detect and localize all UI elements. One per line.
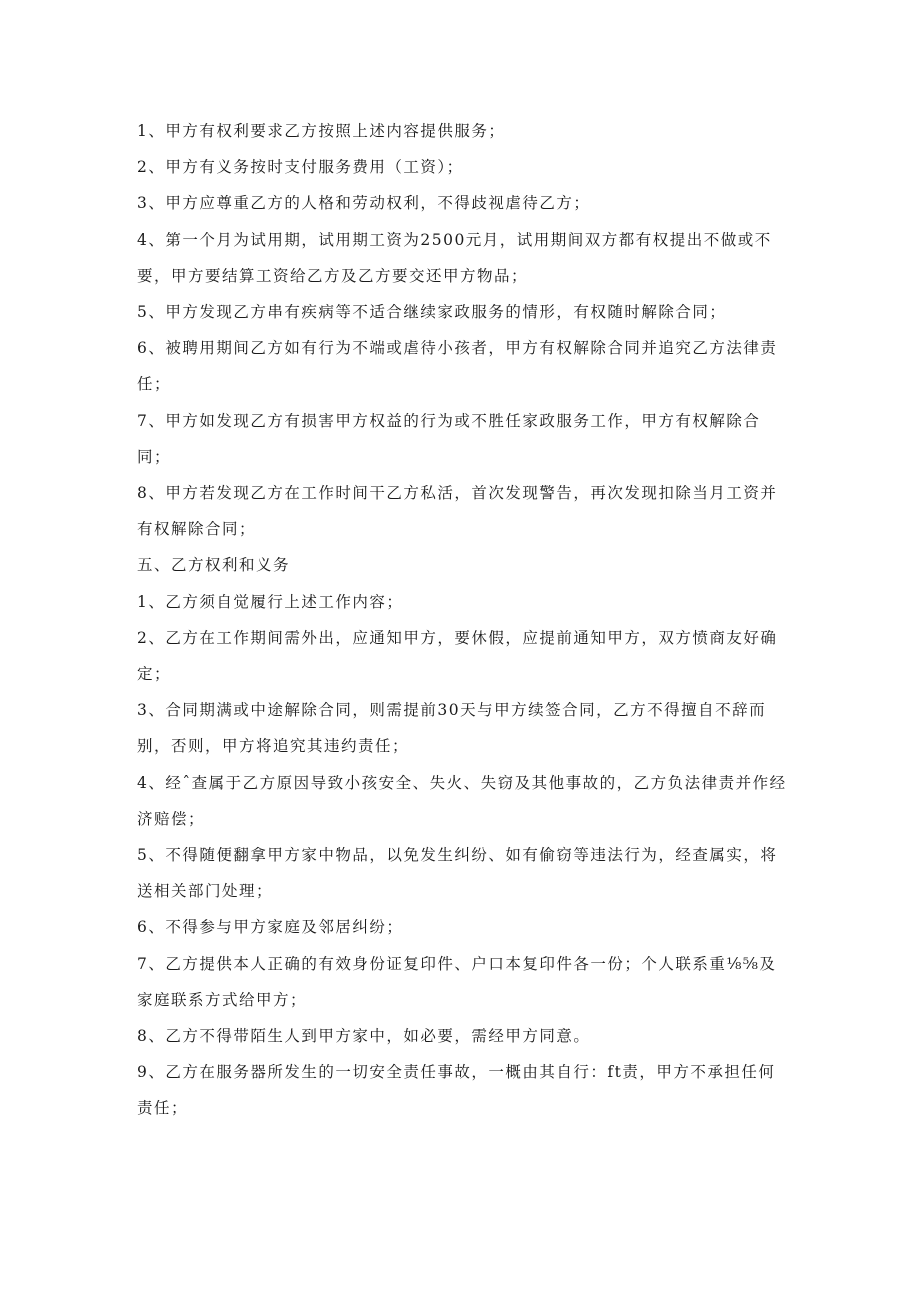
clause-b1: 1、乙方须自觉履行上述工作内容； [137, 592, 404, 611]
clause-a4: 4、第一个月为试用期，试用期工资为2500元月，试用期间双方都有权提出不做或不要，甲方要结算工资给乙方及乙方要交还甲方物品； [137, 230, 772, 285]
clause-b7: 7、乙方提供本人正确的有效身份证复印件、户口本复印件各一份；个人联系重⅛⅝及家庭联系方式给甲方； [137, 954, 777, 1009]
clause-a7: 7、甲方如发现乙方有损害甲方权益的行为或不胜任家政服务工作，甲方有权解除合同； [137, 411, 761, 466]
clause-a6: 6、被聘用期间乙方如有行为不端或虐待小孩者，甲方有权解除合同并追究乙方法律责任； [137, 339, 778, 394]
section-heading-party-b: 五、乙方权利和义务 [137, 556, 291, 575]
clause-b3: 3、合同期满或中途解除合同，则需提前30天与甲方续签合同，乙方不得擅自不辞而别，否则，甲方将追究其违约责任； [137, 701, 767, 756]
clause-b8: 8、乙方不得带陌生人到甲方家中，如必要，需经甲方同意。 [137, 1027, 591, 1046]
clause-b4: 4、经ˆ查属于乙方原因导致小孩安全、失火、失窃及其他事故的，乙方负法律责并作经济赔偿； [137, 773, 787, 828]
clause-a3: 3、甲方应尊重乙方的人格和劳动权利，不得歧视虐待乙方； [137, 194, 591, 213]
clause-b9: 9、乙方在服务器所发生的一切安全责任事故，一概由其自行：ft责，甲方不承担任何责任； [137, 1063, 776, 1118]
clause-b6: 6、不得参与甲方家庭及邻居纠纷； [137, 918, 404, 937]
contract-body [137, 113, 787, 1127]
clause-a1: 1、甲方有权利要求乙方按照上述内容提供服务； [137, 122, 506, 140]
clause-a2: 2、甲方有义务按时支付服务费用（工资）； [137, 158, 464, 177]
clause-b2: 2、乙方在工作期间需外出，应通知甲方，要休假，应提前通知甲方，双方愤商友好确定； [137, 628, 778, 684]
clause-b5: 5、不得随便翻拿甲方家中物品，以免发生纠纷、如有偷窃等违法行为，经查属实，将送相关部门处理； [137, 846, 778, 901]
clause-a5: 5、甲方发现乙方串有疾病等不适合继续家政服务的情形，有权随时解除合同； [137, 303, 727, 322]
clause-a8: 8、甲方若发现乙方在工作时间干乙方私活，首次发现警告，再次发现扣除当月工资并有权解除合同； [137, 484, 778, 539]
